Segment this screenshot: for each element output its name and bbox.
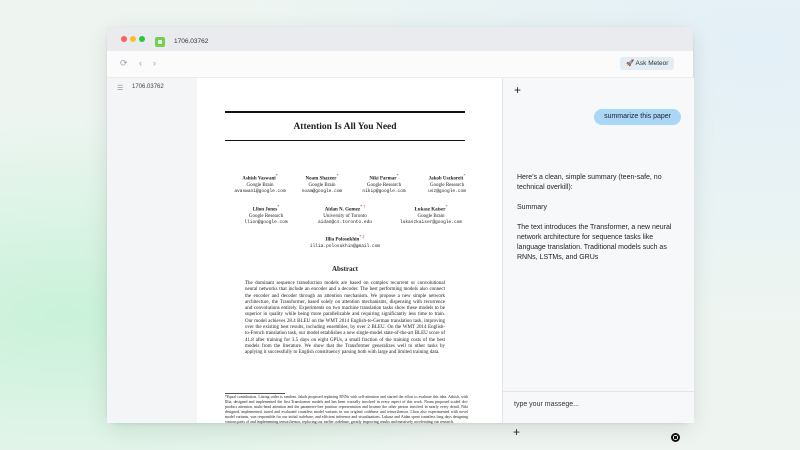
- send-button[interactable]: [671, 433, 680, 442]
- chat-panel: [502, 78, 694, 439]
- reply-paragraph: The text introduces the Transformer, a new neural network architecture for sequence tasks like language translation. Traditional models such as RNNs, LSTMs, and GRUs: [517, 224, 672, 261]
- author-name: Noam Shazeer: [305, 176, 337, 182]
- author-name: Łukasz Kaiser: [414, 207, 446, 213]
- rocket-icon: 🚀: [626, 60, 635, 67]
- message-input[interactable]: type your massege...: [514, 401, 579, 408]
- author-email: avaswani@google.com: [234, 189, 286, 195]
- author-affiliation: Google Brain: [246, 182, 274, 188]
- author-mark: *: [277, 204, 280, 209]
- assistant-reply: [517, 173, 683, 273]
- author-block: [287, 173, 357, 196]
- title-rule-bottom: [225, 140, 465, 141]
- author-email: illia.polosukhin@gmail.com: [309, 243, 381, 249]
- browser-window: [107, 27, 693, 439]
- author-block: [225, 173, 295, 196]
- author-name: Aidan N. Gomez: [324, 207, 361, 213]
- close-window-button[interactable]: [121, 36, 127, 42]
- author-mark: * ‡: [359, 234, 365, 239]
- reload-icon[interactable]: ⟳: [120, 58, 128, 68]
- tab-title: 1706.03762: [174, 38, 209, 45]
- author-affiliation: University of Toronto: [323, 213, 367, 219]
- ask-meteor-button[interactable]: [620, 57, 674, 70]
- title-bar: [107, 27, 693, 51]
- paper-title: Attention Is All You Need: [293, 122, 397, 132]
- author-mark: *: [336, 173, 339, 178]
- author-affiliation: Google Research: [366, 182, 402, 188]
- author-affiliation: Google Brain: [308, 182, 336, 188]
- abstract-heading: Abstract: [331, 265, 359, 273]
- title-rule-top: [225, 111, 465, 113]
- forward-icon[interactable]: ›: [153, 58, 156, 68]
- browser-toolbar: [107, 51, 693, 78]
- browser-tab[interactable]: [153, 33, 403, 51]
- author-block: [295, 234, 395, 250]
- author-name: Ashish Vaswani: [242, 176, 276, 182]
- author-name: Jakob Uszkoreit: [428, 176, 464, 182]
- user-message-bubble: summarize this paper: [594, 109, 681, 125]
- menu-icon[interactable]: ☰: [117, 85, 124, 92]
- reply-heading: Summary: [517, 204, 547, 211]
- author-email: usz@google.com: [428, 189, 466, 195]
- input-divider: [503, 391, 694, 392]
- reply-paragraph: Here’s a clean, simple summary (teen-safe, no technical overkill):: [517, 174, 662, 191]
- document-title: 1706.03762: [132, 84, 164, 90]
- author-affiliation: Google Brain: [417, 213, 445, 219]
- author-block: [231, 204, 301, 227]
- author-block: [389, 204, 473, 227]
- author-affiliation: Google Research: [248, 213, 284, 219]
- author-email: noam@google.com: [301, 189, 343, 195]
- ask-meteor-label: Ask Meteor: [635, 60, 669, 67]
- author-name: Niki Parmar: [369, 176, 397, 182]
- footnote-rule: [225, 393, 285, 394]
- favicon-icon: [155, 37, 165, 47]
- author-email: llion@google.com: [244, 220, 288, 226]
- back-icon[interactable]: ‹: [139, 58, 142, 68]
- author-mark: *: [396, 173, 399, 178]
- maximize-window-button[interactable]: [139, 36, 145, 42]
- minimize-window-button[interactable]: [130, 36, 136, 42]
- author-mark: * †: [360, 204, 366, 209]
- footnote-text: *Equal contribution. Listing order is random. Jakob proposed replacing RNNs with self-attention and started the effort to evaluate this idea. Ashish, with Illia, designed and implemented the first Transformer models and has been crucially involved in every aspect of this work. Noam proposed scaled dot-product attention, multi-head attention and the parameter-free position representation and became the other person involved in nearly every detail. Niki designed, implemented, tuned and evaluated countless model variants in our original codebase and tensor2tensor. Llion also experimented with novel model variants, was responsible for our initial codebase, and efficient inference and visualizations. Lukasz and Aidan spent countless long days designing various parts of and implementing tensor2tensor, replacing our earlier codebase, greatly improving results and massively accelerating our research.: [225, 395, 468, 424]
- author-name: Illia Polosukhin: [325, 237, 360, 243]
- author-email: nikip@google.com: [362, 189, 406, 195]
- author-block: [302, 204, 388, 227]
- author-mark: *: [445, 204, 448, 209]
- author-email: lukaszkaiser@google.com: [399, 220, 463, 226]
- author-affiliation: Google Research: [429, 182, 465, 188]
- new-chat-icon[interactable]: +: [514, 83, 522, 97]
- pdf-page: [197, 78, 502, 423]
- abstract-text: The dominant sequence transduction models are based on complex recurrent or convolutional neural networks that include an encoder and a decoder. The best performing models also connect the encoder and decoder through an attention mechanism. We propose a new simple network architecture, the Transformer, based solely on attention mechanisms, dispensing with recurrence and convolutions entirely. Experiments on two machine translation tasks show these models to be superior in quality while being more parallelizable and requiring significantly less time to train. Our model achieves 28.4 BLEU on the WMT 2014 English-to-German translation task, improving over the existing best results, including ensembles, by over 2 BLEU. On the WMT 2014 English-to-French translation task, our model establishes a new single-model state-of-the-art BLEU score of 41.8 after training for 3.5 days on eight GPUs, a small fraction of the training costs of the best models from the literature. We show that the Transformer generalizes well to other tasks by applying it successfully to English constituency parsing both with large and limited training data.: [245, 281, 445, 356]
- attach-icon[interactable]: +: [513, 425, 521, 439]
- pdf-sidebar: [107, 78, 197, 423]
- author-email: aidan@cs.toronto.edu: [317, 220, 372, 226]
- author-mark: *: [275, 173, 278, 178]
- author-block: [409, 173, 485, 196]
- author-name: Llion Jones: [252, 207, 278, 213]
- author-mark: *: [463, 173, 466, 178]
